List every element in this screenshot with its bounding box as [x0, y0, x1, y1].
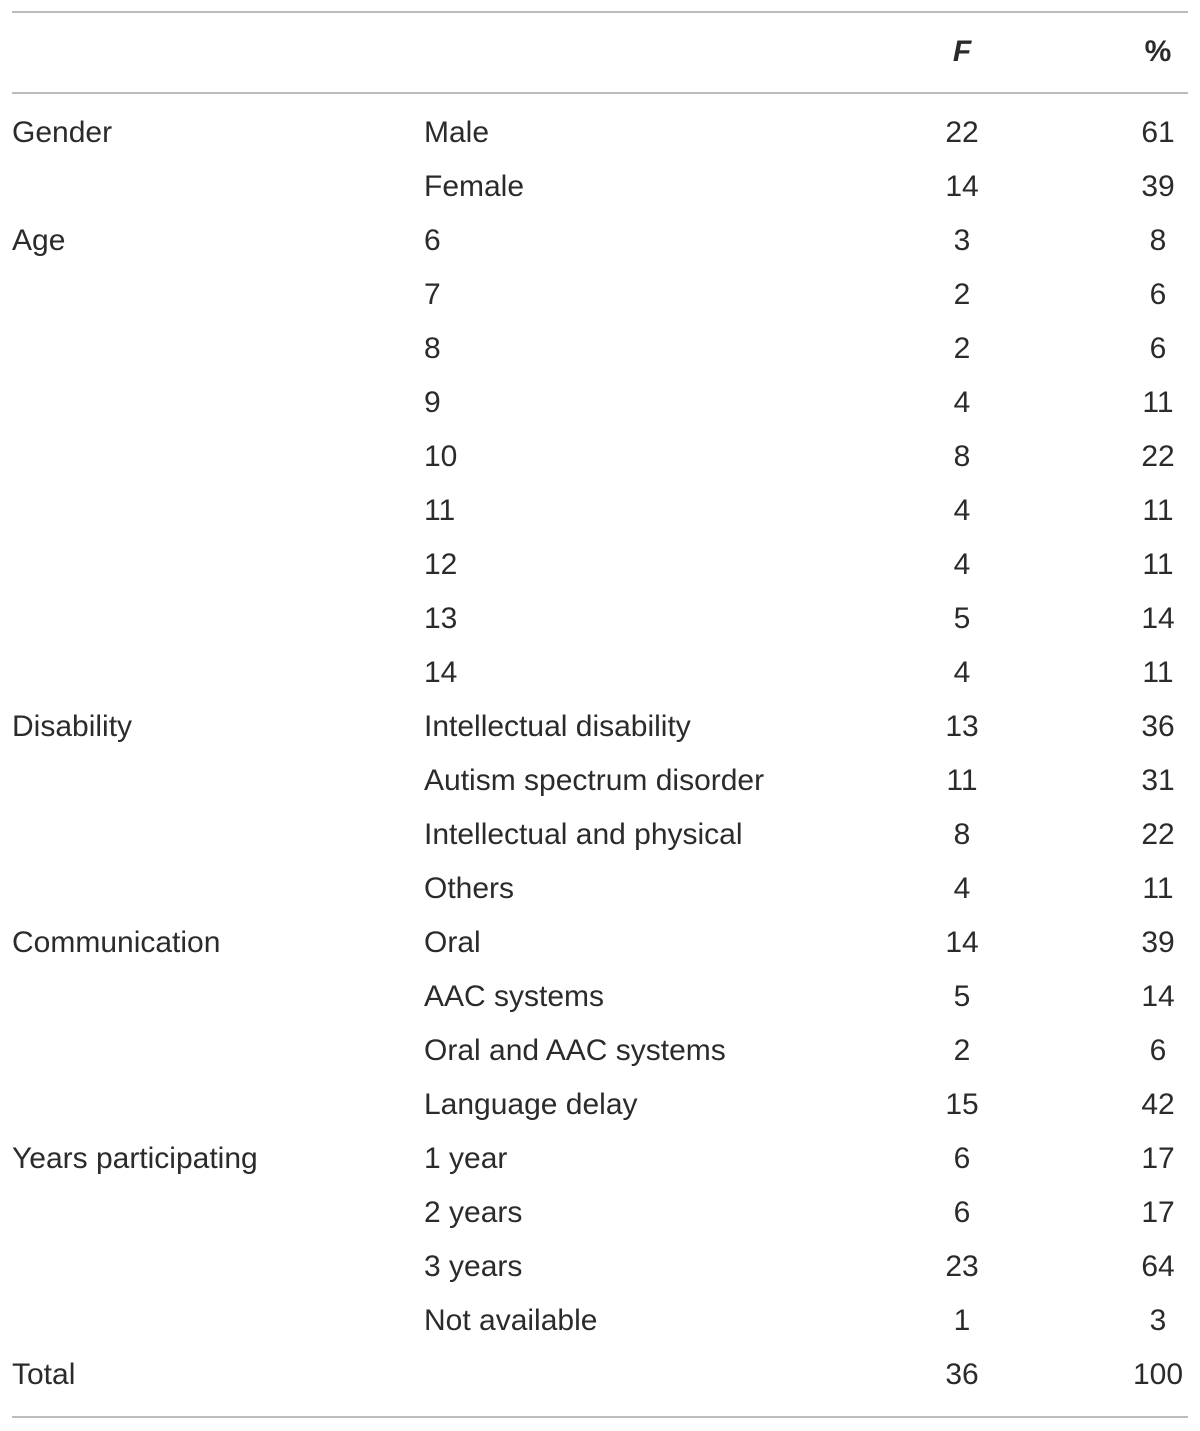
row-percent: 11	[1142, 548, 1174, 581]
header-percent: %	[1144, 35, 1172, 68]
row-frequency: 5	[953, 980, 971, 1013]
row-frequency: 8	[953, 440, 971, 473]
table-row	[0, 970, 1200, 1024]
row-subcategory: Intellectual disability	[424, 710, 691, 743]
table-row	[0, 916, 1200, 970]
row-percent: 36	[1141, 710, 1175, 743]
table-row	[0, 592, 1200, 646]
row-category: Years participating	[12, 1142, 258, 1175]
table-top-rule	[12, 11, 1188, 13]
row-subcategory: 8	[424, 332, 441, 365]
row-category: Communication	[12, 926, 221, 959]
row-frequency: 13	[945, 710, 979, 743]
row-subcategory: 1 year	[424, 1142, 508, 1175]
row-subcategory: AAC systems	[424, 980, 605, 1013]
row-percent: 6	[1149, 278, 1167, 311]
row-percent: 61	[1141, 116, 1175, 149]
row-percent: 64	[1141, 1250, 1175, 1283]
row-frequency: 5	[953, 602, 971, 635]
table-row	[0, 1348, 1200, 1402]
table-row	[0, 700, 1200, 754]
table-row	[0, 214, 1200, 268]
row-frequency: 4	[953, 494, 971, 527]
row-percent: 11	[1142, 386, 1174, 419]
row-percent: 14	[1141, 602, 1175, 635]
row-subcategory: Female	[424, 170, 525, 203]
table-row	[0, 1294, 1200, 1348]
row-subcategory: 14	[424, 656, 458, 689]
table-row	[0, 862, 1200, 916]
row-frequency: 11	[946, 764, 978, 797]
table-row	[0, 484, 1200, 538]
table-row	[0, 322, 1200, 376]
row-subcategory: Autism spectrum disorder	[424, 764, 765, 797]
row-subcategory: 2 years	[424, 1196, 523, 1229]
row-frequency: 6	[953, 1142, 971, 1175]
row-percent: 22	[1141, 818, 1175, 851]
row-frequency: 2	[953, 278, 971, 311]
row-subcategory: 12	[424, 548, 458, 581]
row-percent: 39	[1141, 170, 1175, 203]
table-row	[0, 754, 1200, 808]
row-frequency: 2	[953, 1034, 971, 1067]
row-subcategory: 6	[424, 224, 441, 257]
row-percent: 17	[1141, 1142, 1175, 1175]
row-frequency: 8	[953, 818, 971, 851]
row-frequency: 4	[953, 548, 971, 581]
row-percent: 6	[1149, 1034, 1167, 1067]
row-percent: 11	[1142, 872, 1174, 905]
row-frequency: 36	[945, 1358, 979, 1391]
row-percent: 3	[1149, 1304, 1167, 1337]
table-row	[0, 1132, 1200, 1186]
row-category: Gender	[12, 116, 113, 149]
table-row	[0, 160, 1200, 214]
table-row	[0, 1240, 1200, 1294]
table-body	[0, 106, 1200, 1402]
row-frequency: 14	[945, 926, 979, 959]
row-category: Age	[12, 224, 66, 257]
table-row	[0, 106, 1200, 160]
table-row	[0, 1024, 1200, 1078]
row-frequency: 23	[945, 1250, 979, 1283]
row-frequency: 2	[953, 332, 971, 365]
row-subcategory: 13	[424, 602, 458, 635]
row-percent: 22	[1141, 440, 1175, 473]
row-subcategory: 9	[424, 386, 441, 419]
row-subcategory: Oral and AAC systems	[424, 1034, 726, 1067]
row-percent: 11	[1142, 656, 1174, 689]
row-subcategory: Intellectual and physical	[424, 818, 743, 851]
row-frequency: 4	[953, 386, 971, 419]
row-category: Disability	[12, 710, 133, 743]
row-subcategory: 7	[424, 278, 441, 311]
table-row	[0, 538, 1200, 592]
table-row	[0, 646, 1200, 700]
row-percent: 6	[1149, 332, 1167, 365]
table-row	[0, 1186, 1200, 1240]
row-percent: 31	[1141, 764, 1175, 797]
row-category: Total	[12, 1358, 76, 1391]
row-percent: 14	[1141, 980, 1175, 1013]
row-subcategory: Male	[424, 116, 490, 149]
table-header-rule	[12, 92, 1188, 94]
row-percent: 100	[1132, 1358, 1184, 1391]
row-frequency: 1	[953, 1304, 971, 1337]
row-percent: 17	[1141, 1196, 1175, 1229]
header-frequency: F	[952, 35, 972, 68]
row-subcategory: 11	[424, 494, 456, 527]
row-subcategory: Oral	[424, 926, 481, 959]
row-subcategory: 3 years	[424, 1250, 523, 1283]
row-subcategory: Others	[424, 872, 515, 905]
row-percent: 8	[1149, 224, 1167, 257]
row-subcategory: Language delay	[424, 1088, 638, 1121]
table-row	[0, 268, 1200, 322]
row-percent: 42	[1141, 1088, 1175, 1121]
row-frequency: 3	[953, 224, 971, 257]
row-frequency: 22	[945, 116, 979, 149]
row-percent: 11	[1142, 494, 1174, 527]
row-percent: 39	[1141, 926, 1175, 959]
row-frequency: 4	[953, 656, 971, 689]
row-frequency: 4	[953, 872, 971, 905]
table-row	[0, 430, 1200, 484]
row-frequency: 6	[953, 1196, 971, 1229]
row-subcategory: Not available	[424, 1304, 598, 1337]
table-bottom-rule	[12, 1416, 1188, 1418]
table-row	[0, 808, 1200, 862]
row-frequency: 14	[945, 170, 979, 203]
row-subcategory: 10	[424, 440, 458, 473]
table-header	[0, 22, 1200, 82]
table-row	[0, 376, 1200, 430]
row-frequency: 15	[945, 1088, 979, 1121]
table-row	[0, 1078, 1200, 1132]
